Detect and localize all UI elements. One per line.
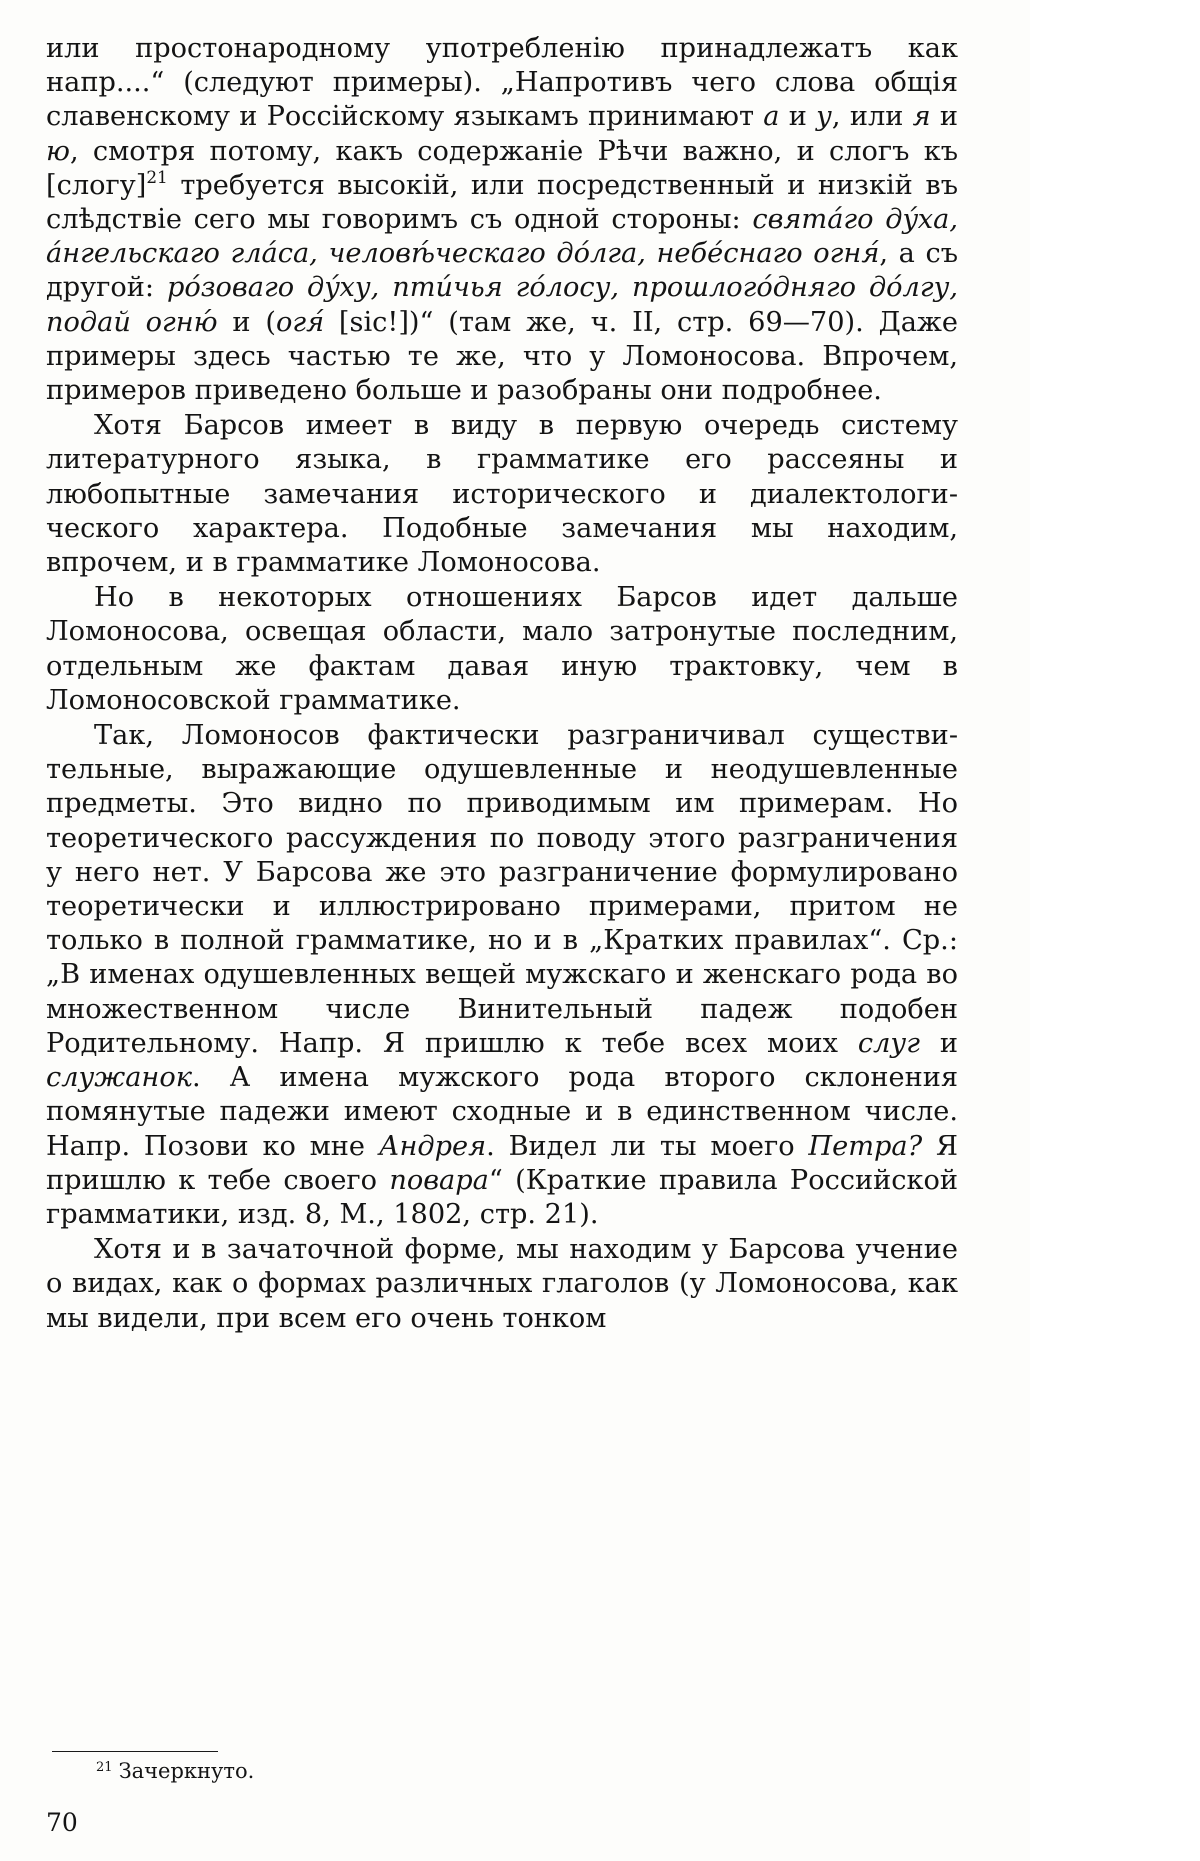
text-run: Хотя и в зачаточной форме, мы находим у Барсова учение о видах, как о формах различных глаголов (у Ломоносова, как мы видели, при всем его очень тонком [46,1234,958,1334]
italic-example: Петра? [808,1130,923,1162]
footnote-reference: 21 [146,166,168,187]
italic-example: а [763,101,780,133]
text-run: “ (Краткие правила Российской грамматики, изд. 8, М., 1802, стр. 21). [46,1164,958,1230]
text-run: [sic!])“ (там же, ч. II, стр. 69—70). Даже примеры здесь частью те же, что у Ломоносова. Впрочем, примеров приведено больше и разобраны они подробнее. [46,306,959,407]
text-run: и ( [217,306,276,338]
text-run: требуется высокій, или посредственный и низкій въ слѣдствіе сего мы говоримъ съ одной стороны: [46,169,958,236]
text-run: , или [831,101,913,133]
footnote-text: Зачеркнуто. [118,1759,255,1783]
italic-example: рóзоваго дýху, птúчья гóлосу, прошлогóдняго дóлгу, подай огню́ [46,272,959,338]
italic-example: служанок [46,1062,192,1094]
text-run: , смотря потому, какъ содержаніе Рѣчи важно, и слогъ къ [слогу] [46,135,958,201]
italic-example: огя́ [275,306,325,338]
text-run: Хотя Барсов имеет в виду в первую очередь систему литературного языка, в грамматике его рассеяны и любопытные замечания исторического и диалектологического характера. Подобные замечания мы находим, впрочем, и в грамматике Ломоносова. [46,410,958,579]
text-run: и [779,101,817,133]
paragraph [46,719,958,1232]
paragraph [46,1233,958,1336]
footnote [96,1757,254,1785]
text-run: . А имена мужского рода второго склонения помянутые падежи имеют сходные и в единственном числе. Напр. Позови ко мне [46,1062,958,1162]
page-number: 70 [46,1808,78,1837]
italic-example: святáго дýха, áнгельскаго глáса, человѣ́ческаго дóлга, небéснаго огня́ [46,204,958,270]
footnote-marker: 21 [96,1759,113,1775]
body-text [46,32,958,1336]
text-run: . Видел ли ты моего [486,1130,809,1162]
paragraph [46,409,958,580]
text-run: Но в некоторых отношениях Барсов идет дальше Ломоносова, освещая области, мало затронутые последним, отдельным же фактам давая иную трактовку, чем в Ломоносовской грамматике. [46,582,958,716]
text-run: и [930,101,959,133]
paragraph [46,32,958,408]
italic-example: я [912,101,931,133]
text-run: Так, Ломоносов фактически разграничивал существительные, выражающие одушевленные и неодушевленные предметы. Это видно по приводимым им примерам. Но теоретического рассуждения по поводу этого разграничения у него нет. У Барсова же это разграничение формулировано теоретически и иллюстрировано примерами, притом не только в полной грамматике, но и в „Кратких правилах“. Ср.: „В именах одушевленных вещей мужскаго и женскаго рода во множественном числе Винительный падеж подобен Родительному. Напр. Я пришлю к тебе всех моих [46,720,958,1059]
text-run: Я пришлю к тебе своего [46,1130,958,1196]
paragraph [46,581,958,718]
text-run: и [919,1027,959,1059]
italic-example: повара [389,1164,489,1196]
italic-example: у [816,101,832,133]
italic-example: слуг [857,1027,920,1059]
text-run: или простонародному употребленію принадлежатъ как напр....“ (следуют примеры). „Напротивъ чего слова общія славенскому и Россійскому языкамъ принимают [46,33,958,133]
italic-example: ю [46,135,70,167]
footnote-rule [52,1751,218,1752]
text-run: , а съ другой: [46,238,958,304]
italic-example: Андрея [378,1130,487,1162]
